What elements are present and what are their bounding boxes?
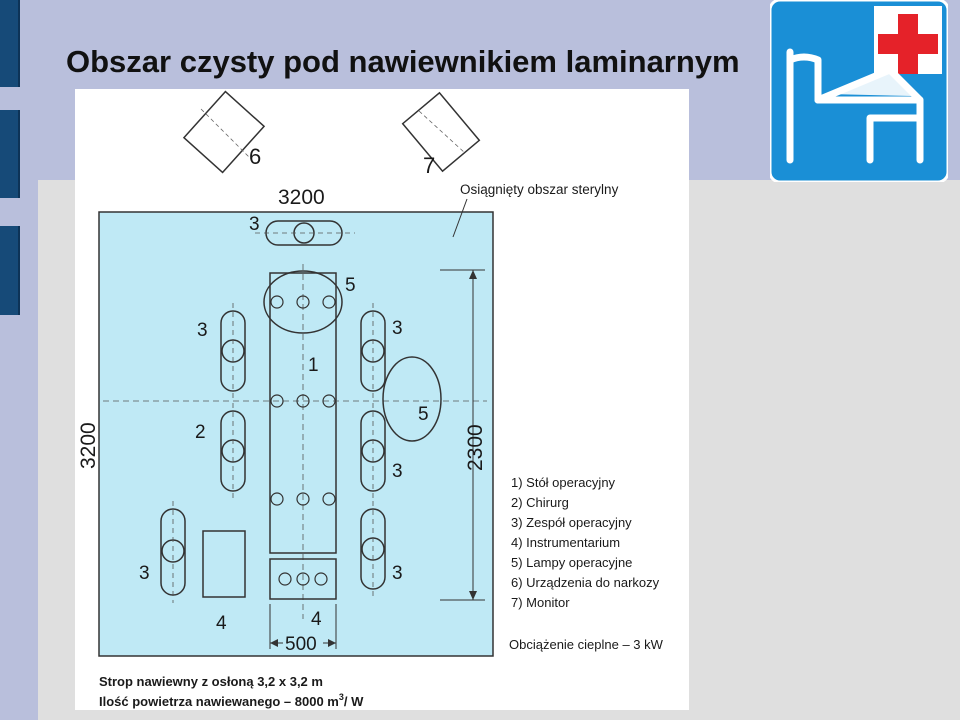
- footer-airflow-sup: 3: [338, 692, 344, 702]
- legend-item: 5) Lampy operacyjne: [511, 555, 633, 570]
- marker-3: 3: [392, 563, 403, 584]
- marker-3: 3: [392, 461, 403, 482]
- dimension-bottom: 500: [285, 634, 317, 655]
- heat-load-note: Obciążenie cieplne – 3 kW: [509, 637, 663, 652]
- legend-item: 3) Zespół operacyjny: [511, 515, 632, 530]
- sidebar-tab: [0, 226, 20, 315]
- marker-3: 3: [139, 563, 150, 584]
- footer-airflow-unit: / W: [343, 694, 364, 709]
- marker-5: 5: [345, 275, 356, 296]
- operating-room-diagram: [75, 89, 689, 710]
- sterile-area-label: Osiągnięty obszar sterylny: [460, 182, 619, 197]
- marker-6: 6: [249, 144, 262, 169]
- dimension-right: 2300: [464, 424, 487, 471]
- monitor-device: [403, 93, 480, 171]
- legend-item: 6) Urządzenia do narkozy: [511, 575, 660, 590]
- marker-1: 1: [308, 355, 319, 376]
- red-cross-icon: [874, 6, 942, 74]
- marker-2: 2: [195, 422, 206, 443]
- slide-title: Obszar czysty pod nawiewnikiem laminarnym: [66, 44, 740, 79]
- legend-item: 2) Chirurg: [511, 495, 569, 510]
- dimension-left: 3200: [77, 422, 100, 469]
- legend-item: 7) Monitor: [511, 595, 570, 610]
- sterile-area: [99, 212, 493, 656]
- marker-4: 4: [311, 609, 322, 630]
- sidebar-tab: [0, 0, 20, 87]
- marker-3: 3: [392, 318, 403, 339]
- marker-5: 5: [418, 404, 429, 425]
- hospital-bed-icon: [770, 0, 948, 182]
- marker-4: 4: [216, 613, 227, 634]
- marker-3: 3: [197, 320, 208, 341]
- footer-airflow-note: [99, 692, 364, 709]
- marker-7: 7: [423, 153, 436, 178]
- sidebar-tab: [0, 110, 20, 198]
- dimension-top: 3200: [278, 186, 325, 209]
- footer-ceiling-note: Strop nawiewny z osłoną 3,2 x 3,2 m: [99, 674, 323, 689]
- legend-item: 1) Stół operacyjny: [511, 475, 616, 490]
- marker-3: 3: [249, 214, 260, 235]
- legend-item: 4) Instrumentarium: [511, 535, 621, 550]
- footer-airflow-text: Ilość powietrza nawiewanego – 8000 m: [99, 694, 339, 709]
